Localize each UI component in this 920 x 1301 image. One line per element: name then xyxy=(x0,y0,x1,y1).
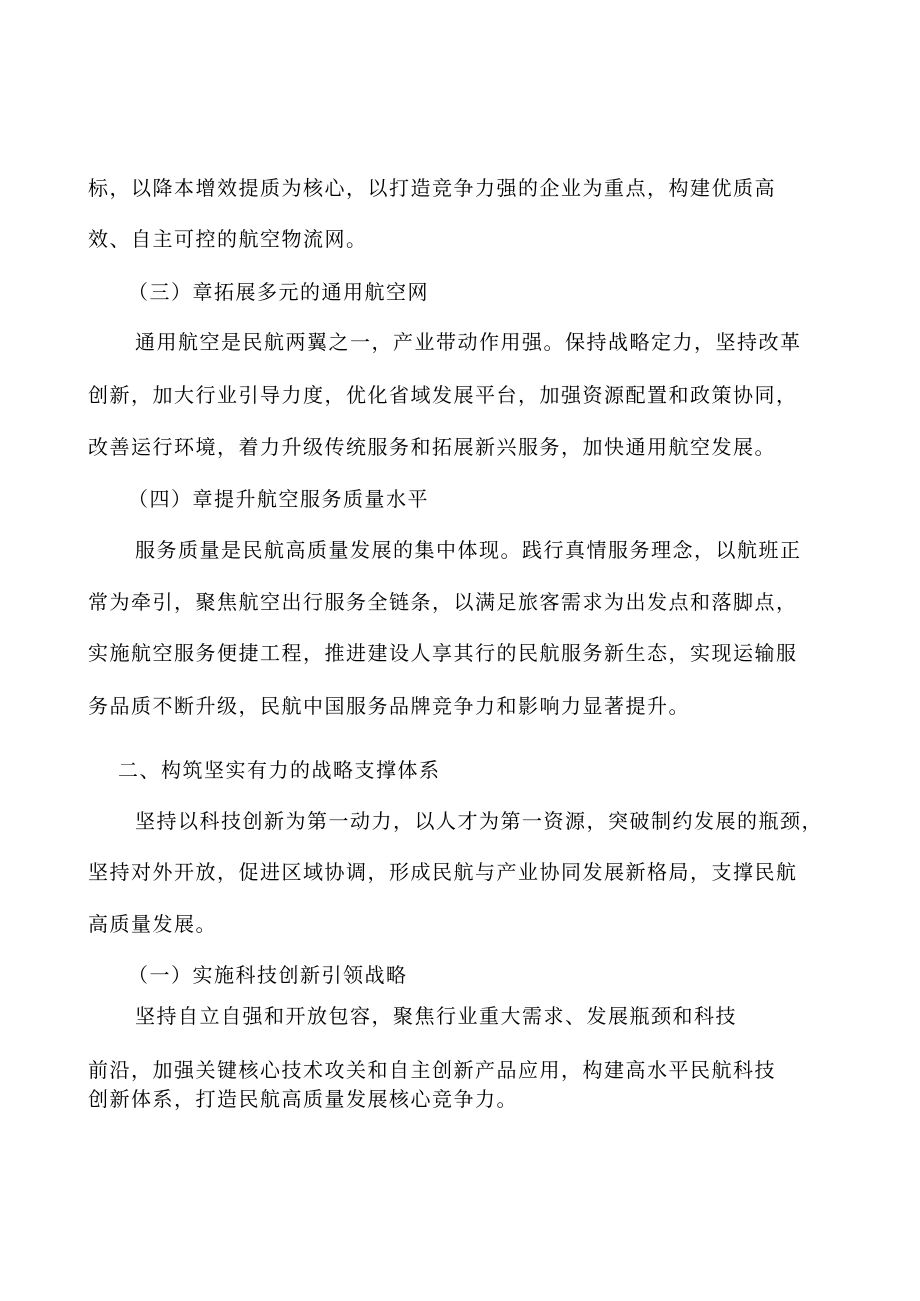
paragraph-line: 坚持以科技创新为第一动力，以人才为第一资源，突破制约发展的瓶颈， xyxy=(135,809,823,833)
paragraph-line: 通用航空是民航两翼之一，产业带动作用强。保持战略定力，坚持改革 xyxy=(135,330,802,354)
paragraph-line: 改善运行环境，着力升级传统服务和拓展新兴服务，加快通用航空发展。 xyxy=(88,435,776,459)
section-heading: （三）章拓展多元的通用航空网 xyxy=(128,280,429,304)
paragraph-line: 前沿，加强关键核心技术攻关和自主创新产品应用，构建高水平民航科技 xyxy=(88,1058,776,1082)
paragraph-line: 坚持对外开放，促进区域协调，形成民航与产业协同发展新格局，支撑民航 xyxy=(88,860,798,884)
paragraph-line: 创新，加大行业引导力度，优化省域发展平台，加强资源配置和政策协同， xyxy=(88,383,798,407)
paragraph-line: 坚持自立自强和开放包容，聚焦行业重大需求、发展瓶颈和科技 xyxy=(135,1004,737,1028)
paragraph-line: 效、自主可控的航空物流网。 xyxy=(88,227,368,251)
paragraph-line: 高质量发展。 xyxy=(88,912,217,936)
section-heading: （一）实施科技创新引领战略 xyxy=(128,963,408,987)
paragraph-line: 标，以降本增效提质为核心，以打造竞争力强的企业为重点，构建优质高 xyxy=(88,176,776,200)
chapter-heading: 二、构筑坚实有力的战略支撑体系 xyxy=(118,758,441,782)
paragraph-line: 服务质量是民航高质量发展的集中体现。践行真情服务理念，以航班正 xyxy=(135,538,802,562)
paragraph-line: 常为牵引，聚焦航空出行服务全链条，以满足旅客需求为出发点和落脚点， xyxy=(88,590,798,614)
paragraph-line: 务品质不断升级，民航中国服务品牌竞争力和影响力显著提升。 xyxy=(88,694,690,718)
paragraph-line: 实施航空服务便捷工程，推进建设人享其行的民航服务新生态，实现运输服 xyxy=(88,641,798,665)
section-heading: （四）章提升航空服务质量水平 xyxy=(128,487,429,511)
paragraph-line: 创新体系，打造民航高质量发展核心竞争力。 xyxy=(88,1087,518,1111)
